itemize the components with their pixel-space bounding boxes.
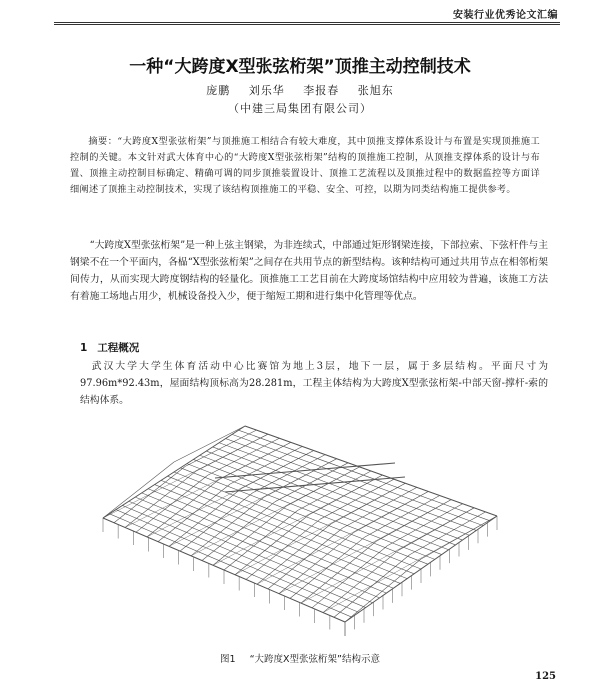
truss-member: [323, 516, 497, 613]
affiliation: （中建三局集团有限公司）: [228, 102, 372, 115]
truss-member: [225, 477, 405, 492]
truss-member: [365, 496, 440, 537]
truss-member: [320, 479, 394, 519]
truss-member: [125, 471, 196, 528]
truss-member: [174, 426, 245, 462]
figure-caption: [0, 651, 600, 665]
abstract: 摘要：“大跨度X型张弦桁架”与顶推施工相结合有较大难度，其中顶推支撑体系设计与布置是实现顶推施工控制的关键。本文针对武大体育中心的“大跨度X型张弦桁架”结构的顶推施工控制，从顶推支撑体系的设计与布置、顶推主动控制目标确定、精确可调的同步顶推装置设计、顶推工艺流程以及顶推过程中的数据监控等方面详细阐述了顶推主动控制技术，实现了该结构顶推施工的平稳、安全、可控，以期为同类结构施工提供参考。: [70, 136, 540, 195]
truss-member: [103, 462, 174, 518]
figure-number: 图1: [220, 654, 236, 665]
truss-member: [180, 468, 427, 564]
truss-member: [230, 446, 302, 484]
truss-member: [208, 438, 280, 475]
section-title: 工程概况: [97, 342, 140, 354]
truss-member: [279, 500, 451, 594]
paper-title: 一种“大跨度X型张弦桁架”顶推主动控制技术: [129, 57, 471, 77]
truss-member: [114, 466, 185, 522]
truss-member: [257, 524, 331, 584]
truss-member: [301, 508, 474, 603]
truss-member: [245, 426, 497, 516]
truss-member: [279, 533, 354, 594]
truss-member: [342, 487, 416, 528]
figure-caption-text: “大跨度X型张弦桁架”结构示意: [249, 654, 380, 665]
truss-structure-figure: [95, 408, 505, 640]
series-title: 安装行业优秀论文汇编: [453, 10, 558, 21]
truss-member: [246, 519, 320, 579]
truss-member: [232, 434, 483, 525]
header-rule-thin: [54, 24, 560, 25]
truss-member: [185, 430, 256, 466]
truss-member: [193, 459, 441, 554]
header-rule: [54, 22, 560, 23]
author-name: 张旭东: [357, 84, 394, 97]
author-name: 李报春: [303, 84, 340, 97]
truss-member: [213, 506, 286, 565]
author-name: 庞鹏: [206, 84, 231, 97]
truss-member: [191, 497, 264, 556]
truss-member: [323, 550, 399, 612]
intro-paragraph: “大跨度X型张弦桁架”是一种上弦主钢梁，为非连续式，中部通过矩形钢梁连接，下部拉索、下弦杆件与主钢梁不在一个平面内，各榀“X型张弦桁架”之间存在共用节点的新型结构。该种结构可通过共用节点在相邻桁架间传力，从而实现大跨度钢结构的轻量化。顶推施工工艺目前在大跨度场馆结构中应用较为普遍，该施工方法有着施工场地占用少，机械设备投入少，便于缩短工期和进行集中化管理等优点。: [70, 240, 548, 302]
truss-member: [161, 480, 407, 578]
section-body: 武汉大学大学生体育活动中心比赛馆为地上3层，地下一层，属于多层结构。平面尺寸为97.96m*92.43m，屋面结构顶标高为28.281m，工程主体结构为大跨度X型张弦桁架-中部天窗-撑杆-索的结构体系。: [80, 361, 548, 406]
truss-member: [298, 471, 372, 511]
section-heading: [80, 340, 139, 355]
author-list: [0, 82, 600, 98]
truss-member: [206, 451, 455, 545]
truss-member: [387, 504, 462, 546]
truss-member: [239, 430, 491, 521]
truss-member: [235, 515, 309, 575]
truss-member: [129, 501, 373, 602]
truss-member: [168, 476, 415, 574]
page-number: 125: [535, 671, 556, 682]
truss-member: [301, 541, 376, 603]
truss-member: [226, 439, 477, 531]
truss-member: [257, 491, 428, 584]
truss-member: [410, 512, 486, 555]
author-name: 刘乐华: [248, 84, 285, 97]
truss-member: [345, 559, 421, 622]
section-number: 1: [80, 342, 88, 354]
